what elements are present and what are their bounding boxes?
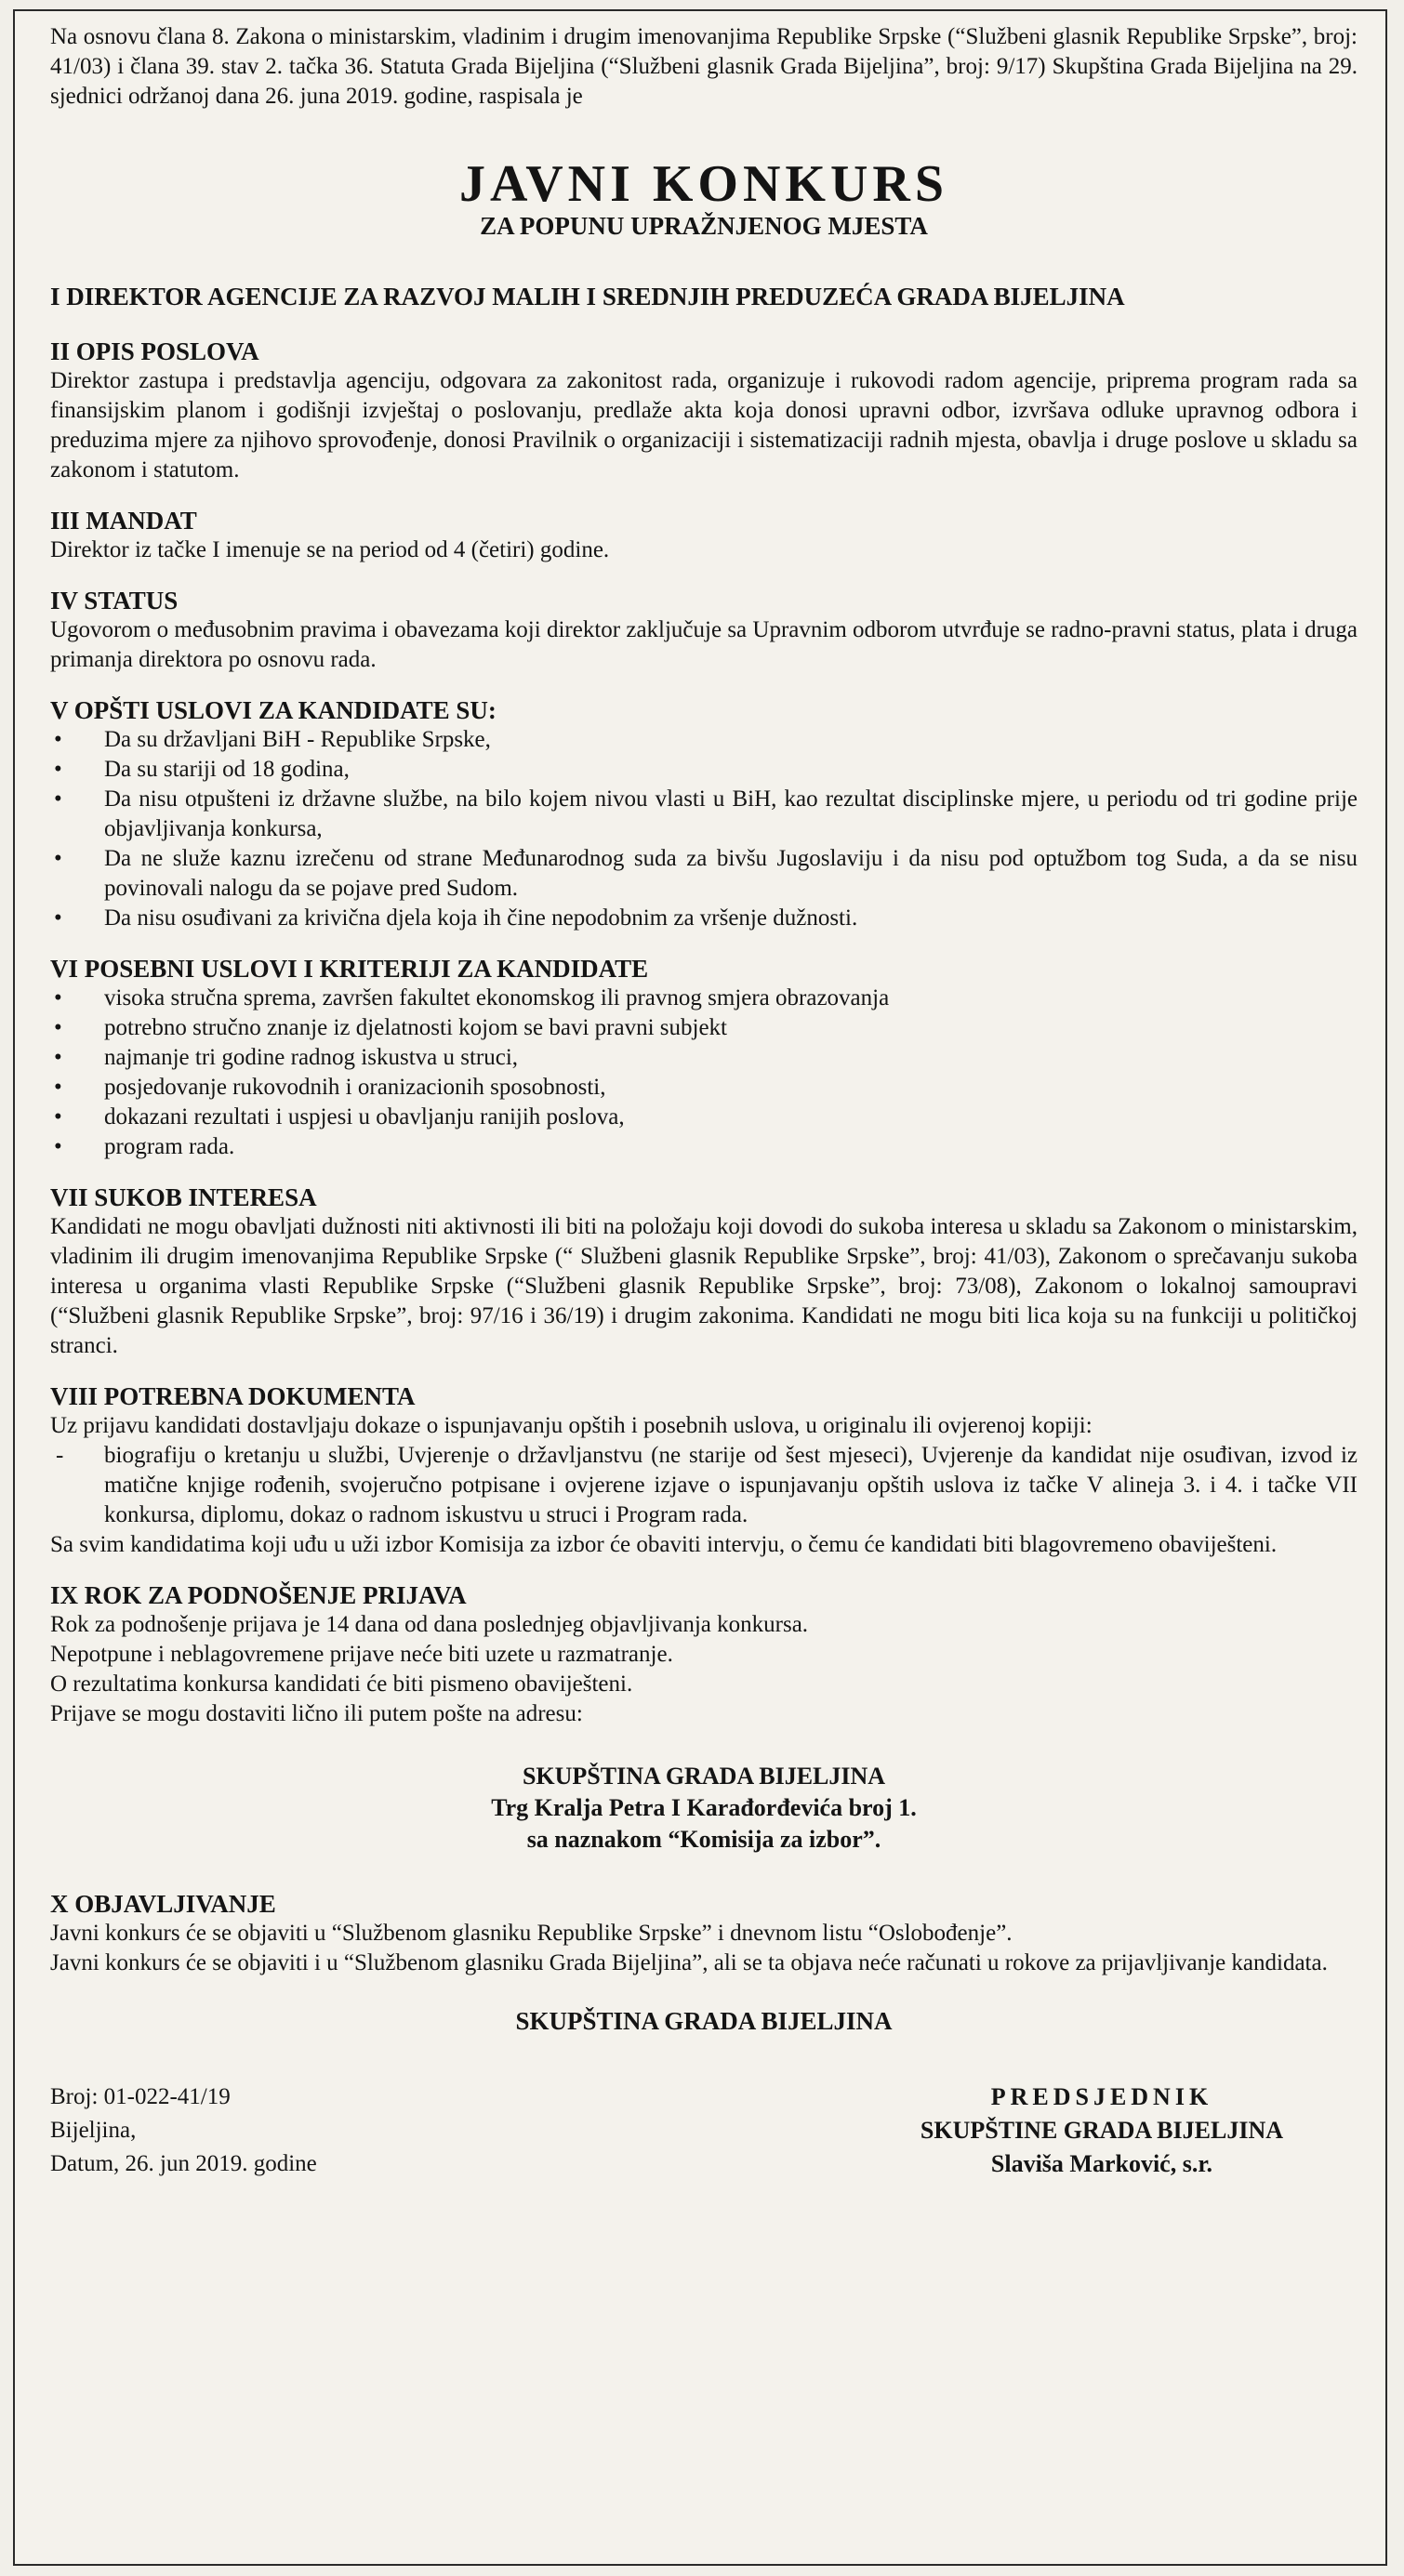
- reference-block: [50, 2081, 317, 2181]
- section-text: Javni konkurs će se objaviti u “Službenom glasniku Republike Srpske” i dnevnom listu “Oslobođenje”.: [50, 1921, 1013, 1946]
- list-item: • Da nisu osuđivani za krivična djela koja ih čine nepodobnim za vršenje dužnosti.: [50, 904, 1358, 933]
- section-text: Direktor zastupa i predstavlja agenciju, odgovara za zakonitost rada, organizuje i rukovodi radom agencije, priprema program rada sa finansijskim planom i godišnji izvještaj o poslovanju, predlaže akta koja donosi upravni odbor, izvršava odluke upravnog odbora i preduzima mjere za njihovo sprovođenje, donosi Pravilnik o organizaciji i sistematizaciji radnih mjesta, obavlja i druge poslove u skladu sa zakonom i statutom.: [50, 368, 1358, 482]
- address-line: sa naznakom “Komisija za izbor”.: [526, 1826, 881, 1853]
- section-title: IX ROK ZA PODNOŠENJE PRIJAVA: [50, 1581, 467, 1609]
- section-line: Nepotpune i neblagovremene prijave neće biti uzete u razmatranje.: [50, 1642, 673, 1667]
- section-title: VII SUKOB INTERESA: [50, 1183, 317, 1211]
- reference-number: Broj: 01-022-41/19: [50, 2084, 231, 2109]
- list-item: • najmanje tri godine radnog iskustva u struci,: [50, 1043, 1358, 1073]
- special-conditions-list: [50, 984, 1358, 1162]
- list-item: • Da su stariji od 18 godina,: [50, 755, 1358, 785]
- signature-organization: SKUPŠTINE GRADA BIJELJINA: [920, 2117, 1283, 2144]
- intro-paragraph: Na osnovu člana 8. Zakona o ministarskim, vladinim i drugim imenovanjima Republike Srpske (“Službeni glasnik Republike Srpske”, broj: 41/03) i člana 39. stav 2. tačka 36. Statuta Grada Bijeljina (“Službeni glasnik Grada Bijeljina”, broj: 9/17) Skupština Grada Bijeljina na 29. sjednici održanoj dana 26. juna 2019. godine, raspisala je: [50, 24, 1358, 109]
- document-subtitle: ZA POPUNU UPRAŽNJENOG MJESTA: [480, 212, 928, 240]
- section-status: [50, 586, 1358, 675]
- section-publication: [50, 1889, 1358, 1978]
- section-text: Direktor iz tačke I imenuje se na period od 4 (četiri) godine.: [50, 537, 610, 562]
- general-conditions-list: [50, 725, 1358, 933]
- section-text: Ugovorom o međusobnim pravima i obavezama koji direktor zaključuje sa Upravnim odborom utvrđuje se radno-pravni status, plata i druga primanja direktora po osnovu rada.: [50, 617, 1358, 672]
- list-item: • posjedovanje rukovodnih i oranizacionih sposobnosti,: [50, 1073, 1358, 1103]
- section-conflict-of-interest: [50, 1182, 1358, 1361]
- signature-block: [921, 2081, 1283, 2181]
- section-text: Uz prijavu kandidati dostavljaju dokaze o ispunjavanju opštih i posebnih uslova, u originalu ili ovjerenoj kopiji:: [50, 1413, 1093, 1438]
- section-title: X OBJAVLJIVANJE: [50, 1890, 276, 1918]
- section-position-title: I DIREKTOR AGENCIJE ZA RAZVOJ MALIH I SREDNJIH PREDUZEĆA GRADA BIJELJINA: [50, 283, 1125, 310]
- reference-place: Bijeljina,: [50, 2118, 137, 2143]
- signature-name: Slaviša Marković, s.r.: [990, 2150, 1212, 2177]
- reference-date: Datum, 26. jun 2019. godine: [50, 2151, 317, 2176]
- list-item: - biografiju o kretanju u službi, Uvjerenje o državljanstvu (ne starije od šest mjeseci), Uvjerenje da kandidat nije osuđivan, izvod iz matične knjige rođenih, svojeručno potpisane i ovjerene izjave o ispunjavanju opštih uslova iz tačke V alineja 3. i 4. i tačke VII konkursa, diplomu, dokaz o radnom iskustvu u struci i Program rada.: [50, 1441, 1358, 1530]
- address-line: Trg Kralja Petra I Karađorđevića broj 1.: [491, 1794, 917, 1821]
- section-general-conditions: [50, 695, 1358, 933]
- section-job-description: [50, 337, 1358, 485]
- section-text: Javni konkurs će se objaviti i u “Službenom glasniku Grada Bijeljina”, ali se ta objava neće računati u rokove za prijavljivanje kandidata.: [50, 1950, 1328, 1975]
- section-deadline: [50, 1580, 1358, 1729]
- list-item: • dokazani rezultati i uspjesi u obavljanju ranijih poslova,: [50, 1103, 1358, 1132]
- section-mandate: [50, 506, 1358, 565]
- assembly-name: SKUPŠTINA GRADA BIJELJINA: [515, 2007, 893, 2035]
- address-line: SKUPŠTINA GRADA BIJELJINA: [522, 1763, 886, 1790]
- documents-list: [50, 1441, 1358, 1530]
- footer: [50, 2081, 1358, 2220]
- list-item: • Da ne služe kaznu izrečenu od strane Međunarodnog suda za bivšu Jugoslaviju i da nisu pod optužbom tog Suda, a da se nisu povinovali nalogu da se pojave pred Sudom.: [50, 844, 1358, 904]
- section-title: IV STATUS: [50, 587, 179, 614]
- section-title: III MANDAT: [50, 507, 197, 535]
- list-item: • visoka stručna sprema, završen fakultet ekonomskog ili pravnog smjera obrazovanja: [50, 984, 1358, 1013]
- section-line: Rok za podnošenje prijava je 14 dana od dana poslednjeg objavljivanja konkursa.: [50, 1612, 809, 1637]
- section-required-documents: [50, 1381, 1358, 1560]
- section-title: II OPIS POSLOVA: [50, 337, 259, 365]
- section-line: Prijave se mogu dostaviti lično ili putem pošte na adresu:: [50, 1701, 583, 1726]
- section-line: O rezultatima konkursa kandidati će biti pismeno obaviješteni.: [50, 1671, 633, 1697]
- section-text: Sa svim kandidatima koji uđu u uži izbor Komisija za izbor će obaviti intervju, o čemu će kandidati biti blagovremeno obaviješteni.: [50, 1532, 1278, 1557]
- section-title: V OPŠTI USLOVI ZA KANDIDATE SU:: [50, 696, 497, 724]
- section-special-conditions: [50, 954, 1358, 1162]
- document-title: JAVNI KONKURS: [458, 155, 949, 213]
- section-title: VIII POTREBNA DOKUMENTA: [50, 1382, 416, 1410]
- list-item: • potrebno stručno znanje iz djelatnosti kojom se bavi pravni subjekt: [50, 1013, 1358, 1043]
- list-item: • Da nisu otpušteni iz državne službe, na bilo kojem nivou vlasti u BiH, kao rezultat disciplinske mjere, u periodu od tri godine prije objavljivanja konkursa,: [50, 785, 1358, 844]
- list-item: • program rada.: [50, 1132, 1358, 1162]
- section-title: VI POSEBNI USLOVI I KRITERIJI ZA KANDIDATE: [50, 955, 649, 983]
- section-text: Kandidati ne mogu obavljati dužnosti niti aktivnosti ili biti na položaju koji dovodi do sukoba interesa u skladu sa Zakonom o ministarskim, vladinim ili drugim imenovanjima Republike Srpske (“ Službeni glasnik Republike Srpske”, broj: 41/03), Zakonom o sprečavanju sukoba interesa u organima vlasti Republike Srpske (“Službeni glasnik Republike Srpske”, broj: 73/08), Zakonom o lokalnoj samoupravi (“Službeni glasnik Republike Srpske”, broj: 97/16 i 36/19) i drugim zakonima. Kandidati ne mogu biti lica koja su na funkciji u političkoj stranci.: [50, 1214, 1358, 1358]
- address-block: [50, 1761, 1358, 1856]
- signature-title: PREDSJEDNIK: [990, 2083, 1213, 2110]
- list-item: • Da su državljani BiH - Republike Srpske,: [50, 725, 1358, 755]
- title-block: [50, 156, 1358, 240]
- document-page: [13, 9, 1387, 2566]
